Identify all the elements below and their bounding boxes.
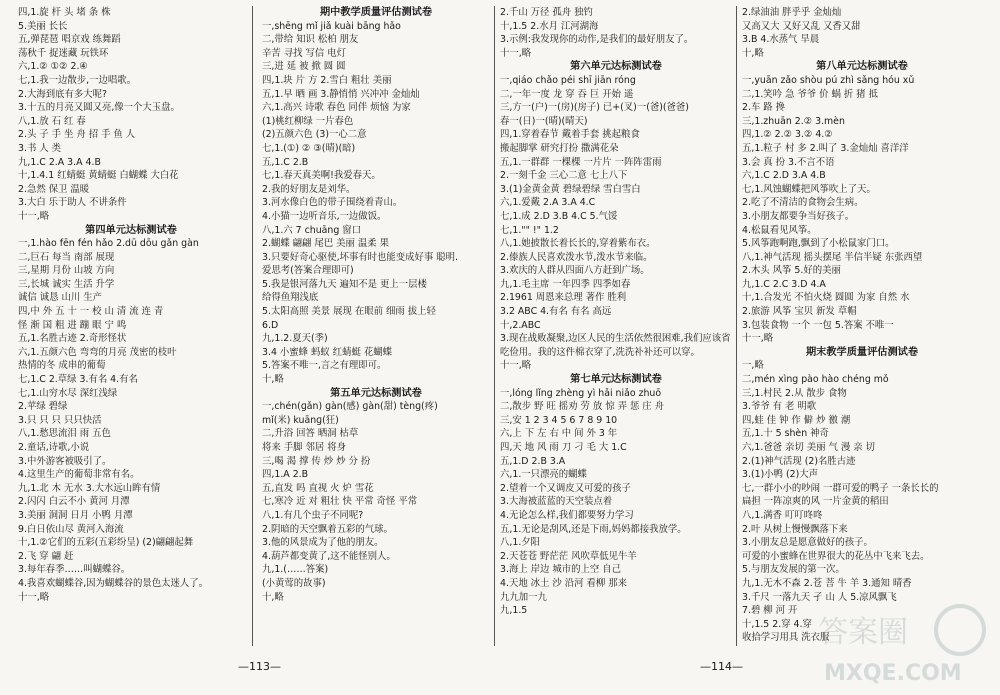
- column-divider: [252, 6, 253, 646]
- answer-line: 四,1.A 2.B: [262, 469, 309, 481]
- answer-line: 十一,略: [500, 47, 532, 59]
- answer-line: 收拾学习用具 洗衣服: [742, 632, 830, 644]
- answer-line: 辛苦 寻找 写信 电灯: [262, 47, 346, 59]
- answer-line: 九,1.2.夏天(季): [262, 333, 328, 345]
- answer-line: 一,yuān zǎo shòu pú zhì sǎng hóu xǔ: [742, 74, 915, 86]
- answer-line: 2.阴暗的天空飘着五彩的气球。: [262, 523, 393, 535]
- answer-line: 2.吃了不清洁的食物会生病。: [742, 197, 864, 209]
- answer-line: 3.会 真 扮 3.不言不语: [742, 156, 835, 168]
- answer-line: 十一,略: [742, 333, 774, 345]
- answer-line: 4.小猫一边听音乐,一边做饭。: [262, 210, 387, 222]
- answer-line: 一,略: [742, 360, 764, 372]
- answer-line: 3.小朋友都要争当好孩子。: [742, 210, 855, 222]
- answer-line: 2.千山 万径 孤舟 独钓: [500, 7, 593, 18]
- answer-line: 二,mén xìng pào hào chéng mǒ: [742, 374, 889, 386]
- answer-line: 3.千尺 一落九天 孑 山 人 5.凉风飘飞: [742, 591, 897, 603]
- answer-line: 诚信 诚恳 山川 生产: [18, 292, 102, 304]
- answer-line: 三,1.zhuān 2.② 3.mèn: [742, 115, 845, 127]
- answer-line: 5.美丽 长长: [18, 20, 68, 32]
- page-number-left: —113—: [238, 660, 281, 673]
- answer-line: 九,1.C 2.A 3.A 4.B: [18, 156, 101, 168]
- answer-line: 3.(1)金黄金黄 碧绿碧绿 雪白雪白: [500, 183, 641, 195]
- answer-line: 二,散步 野 旺 摇劝 劳 放 惊 弄 惩 庄 舟: [500, 401, 665, 413]
- answer-line: 六,1.一只漂亮的蝴蝶: [500, 469, 587, 481]
- answer-line: 五,1.名胜古迹 2.奇形怪状: [18, 333, 127, 345]
- answer-line: 3.大海被蓝蓝的天空装点着: [500, 496, 613, 508]
- answer-line: 3.只要好奇心驱使,坏事有时也能变成好事 聪明.: [262, 251, 459, 263]
- answer-line: 二,1.笑吟 急 爷爷 价 蜗 折 猪 抵: [742, 88, 878, 100]
- section-title: 第八单元达标测试卷: [816, 61, 908, 73]
- answer-line: 扁担 一阵凉爽的风 一片金黄的稻田: [742, 496, 889, 508]
- section-title: 期中教学质量评估测试卷: [319, 7, 433, 18]
- answer-line: 九,1.(……答案): [262, 564, 329, 576]
- answer-line: 3.现在战败凝聚,边区人民的生活依然很困难,我们应该省吃俭用。我的这件棉衣穿了,洗洗补补还可以穿。: [500, 333, 731, 358]
- answer-line: 十,1.4.1 红蜻蜓 黄蜻蜓 白蝴蝶 大白花: [18, 170, 179, 182]
- answer-line: 9.白日依山尽 黄河入海流: [18, 523, 124, 535]
- answer-line: 3.爷爷 有 老 明歌: [742, 401, 817, 413]
- answer-line: 五,直发 吗 直视 火 炉 雪花: [262, 482, 374, 494]
- answer-line: 四,1.旋 杆 头 堵 条 株: [18, 7, 111, 18]
- answer-line: 3.(1)小鸭 (2)大声: [742, 469, 818, 481]
- answer-line: 2.叶 从树上慢慢飘落下来: [742, 523, 848, 535]
- answer-line: 2.闪闪 白云不小 黄河 月潭: [18, 496, 130, 508]
- answer-line: 十,略: [262, 374, 284, 386]
- answer-line: 2.苹绿 碧绿: [18, 401, 68, 413]
- answer-line: (2)五颜六色 (3)一心二意: [262, 129, 367, 141]
- answer-line: 3.包装食物 一个 一包 5.答案 不唯一: [742, 319, 894, 331]
- answer-line: 5.我是银河落九天 遍知不是 更上一层楼: [262, 278, 427, 290]
- answer-line: 七,一群小小的吵闹 一群可爱的鸭子 一条长长的: [742, 482, 939, 494]
- answer-line: 十,略: [742, 47, 764, 59]
- answer-line: 3.河水像白色的带子围绕着青山。: [262, 197, 403, 209]
- answer-line: 五,1.无论是刮风,还是下雨,妈妈都接我放学。: [500, 523, 687, 535]
- answer-line: 七,1.C 2.草绿 3.有名 4.有名: [18, 374, 138, 386]
- answer-line: 五,1.C 2.B: [262, 156, 309, 168]
- answer-line: 三,长城 诚实 生活 升学: [18, 278, 115, 290]
- answer-line: 4.我喜欢蝴蝶谷,因为蝴蝶谷的景色太迷人了。: [18, 577, 209, 589]
- answer-line: 一,shēng mǐ jiǎ kuài bāng hǎo: [262, 20, 401, 32]
- answer-line: 2.急然 保卫 温暖: [18, 183, 90, 195]
- answer-line: 又高又大 又好又乱 又香又甜: [742, 20, 861, 32]
- watermark-logo: [810, 600, 990, 690]
- answer-line: 七,寒冷 近 对 粗壮 快 平常 奇怪 平常: [262, 496, 418, 508]
- answer-line: 3.美丽 洞洞 日月 小鸭 月潭: [18, 509, 133, 521]
- answer-line: 2.大海到底有多大呢?: [18, 88, 107, 100]
- answer-line: 五,1.一群群 一棵棵 一片片 一阵阵雷雨: [500, 156, 662, 168]
- answer-line: 十,1.合发光 不怕火烧 圆圆 为家 自然 水: [742, 292, 910, 304]
- answer-line: 八,1.六 7 chuāng 窗口: [262, 224, 362, 236]
- answer-line: 5.与朋友发展的第一次。: [742, 564, 845, 576]
- answer-line: 3.2 ABC 4.有名 有名 高远: [500, 306, 612, 318]
- answer-line: 二,带给 知识 松柏 朋友: [262, 34, 359, 46]
- answer-line: 可爱的小蜜蜂在世界很大的花丛中飞来飞去。: [742, 550, 930, 562]
- answer-line: 7.碧 柳 河 开: [742, 605, 798, 617]
- answer-line: 搬起脚掌 研究打扮 撒满花朵: [500, 142, 619, 154]
- column-1: [18, 6, 244, 646]
- answer-line: 七,1.我一边散步,一边唱歌。: [18, 74, 137, 86]
- answer-line: 将来 手脚 邻居 将身: [262, 442, 346, 453]
- column-2: [262, 6, 490, 646]
- answer-line: 四,中 外 五 十 一 校 山 清 流 连 青: [18, 306, 164, 318]
- answer-line: 爱思考(答案合理即可): [262, 265, 354, 277]
- answer-line: 十一,略: [500, 360, 532, 372]
- answer-line: 3.欢庆的人群从四面八方赶到广场。: [500, 265, 650, 277]
- answer-line: 三,进 延 被 掀 圆 圆: [262, 61, 346, 73]
- answer-line: 2.车 路 搀: [742, 102, 786, 114]
- answer-line: 八,1.夕阳: [500, 537, 541, 549]
- answer-line: 五,1.十 5 shèn 神奇: [742, 428, 829, 440]
- answer-line: 五,1.D 2.B 3.A: [500, 455, 566, 467]
- answer-line: 5.风筝跑啊跑,飘到了小松鼠家门口。: [742, 238, 895, 250]
- answer-line: 八,1.她披散长着长长的,穿着紫布衣。: [500, 238, 656, 250]
- answer-line: 2.我的好朋友是刘华。: [262, 183, 356, 195]
- answer-line: 2.童话,诗歌,小说: [18, 442, 90, 453]
- section-title: 第四单元达标测试卷: [85, 224, 177, 236]
- answer-line: 2.旅游 风筝 宝贝 新发 草帽: [742, 306, 857, 318]
- answer-line: 春一(日)一(晴)(晴天): [500, 115, 588, 127]
- answer-line: 九,1.无木不森 2.苍 菩 牛 羊 3.通知 晴香: [742, 577, 912, 589]
- answer-line: 六,1.五颜六色 弯弯的月亮 茂密的枝叶: [18, 346, 177, 358]
- answer-line: mǐ(米) kuānɡ(狂): [262, 414, 339, 426]
- column-4: [742, 6, 982, 646]
- answer-line: 四,天 地 风 雨 刀 刁 毛 大 1.C: [500, 442, 627, 453]
- answer-line: 七,1.(①) ② ③(晴)(暗): [262, 142, 356, 154]
- answer-line: 2.一刻千金 三心二意 七上八下: [500, 170, 628, 182]
- answer-line: 九,1.毛主席 一年四季 四季如春: [500, 278, 631, 290]
- watermark-line1: 答案圈: [818, 615, 908, 650]
- answer-line: 七,1.春天真美啊!我爱春天。: [262, 170, 381, 182]
- answer-line: 八,1.有几个虫子不同呢?: [262, 509, 364, 521]
- answer-line: 4.松鼠看见风筝。: [742, 224, 817, 236]
- answer-line: 四,1.穿着春节 戴着手套 挑起粮食: [500, 129, 640, 141]
- answer-line: 3.大白 乐于助人 不讲条件: [18, 197, 127, 209]
- answer-line: 三,星期 月份 山坡 方向: [18, 265, 115, 277]
- answer-line: 6.D: [262, 319, 279, 331]
- answer-line: 三,喝 渴 撑 传 炒 炒 分 扮: [262, 455, 371, 467]
- answer-line: 4.葫芦都变黄了,这不能怪别人。: [262, 550, 396, 562]
- answer-line: 六,上 下 左 右 中 间 外 3 年: [500, 428, 618, 440]
- answer-line: 2.1961 周恩来总理 著作 胜利: [500, 292, 627, 304]
- answer-line: 六,1.高兴 诗歌 春色 同伴 烦恼 为家: [262, 102, 411, 114]
- answer-line: 四,蛙 佳 钟 作 僻 炒 徼 潮: [742, 414, 851, 426]
- answer-line: (小黄莺的故事): [262, 577, 326, 589]
- answer-line: 三,方一(户)一(房)(房子) 已+(叉)一(爸)(爸爸): [500, 102, 689, 114]
- answer-line: 六,1.C 2.D 3.A 4.B: [742, 170, 826, 182]
- answer-line: 七,1."" !" 1.2: [500, 224, 559, 236]
- answer-line: 六,1.② ①② 2.④: [18, 61, 88, 73]
- watermark-line2: MXQE.COM: [824, 661, 962, 686]
- answer-line: 3.书 人 类: [18, 142, 62, 154]
- section-title: 第五单元达标测试卷: [330, 387, 422, 399]
- answer-line: 一,chén(ɡǎn) ɡàn(感) ɡàn(甜) tènɡ(疼): [262, 401, 438, 413]
- answer-line: 十,2.ABC: [500, 319, 541, 331]
- answer-line: 3.每年春季……叫蝴蝶谷。: [18, 564, 131, 576]
- answer-line: 六,1.爱戴 2.A 3.A 4.C: [500, 197, 596, 209]
- answer-line: 一,lóng lǐng zhèng yì hǎi niǎo zhuō: [500, 387, 662, 399]
- answer-line: 5.答案不唯一,言之有理即可。: [262, 360, 387, 372]
- answer-line: 3.只 只 只 只只快活: [18, 414, 102, 426]
- answer-line: 七,1.山穷水尽 深红浅绿: [18, 387, 118, 399]
- answer-line: 4.这里生产的葡萄非常有名。: [18, 469, 140, 481]
- answer-line: 四,1.② 2.② 3.② 4.②: [742, 129, 833, 141]
- page-number-right: —114—: [700, 660, 743, 673]
- answer-line: 三,1.村民 2.从 散步 食物: [742, 387, 847, 399]
- answer-line: 五,1.粒子 村 多 2.叫了 3.金灿灿 喜洋洋: [742, 142, 909, 154]
- column-divider: [736, 6, 737, 646]
- answer-line: 一,1.hào fēn fén hǎo 2.dū dōu gǎn gàn: [18, 238, 199, 250]
- answer-line: 5.太阳高照 美景 展现 在眼前 细雨 拔上轻: [262, 306, 436, 318]
- section-title: 第六单元达标测试卷: [570, 61, 662, 73]
- answer-line: 二,一年一度 龙 穿 吞 巨 开始 遥: [500, 88, 634, 100]
- answer-line: 九,1.C 2.C 3.D 4.A: [742, 278, 826, 290]
- answer-line: 八,1.愁思流泪 雨 五色: [18, 428, 111, 440]
- answer-line: 十,1.②它们的五彩(五彩纷呈) (2)翩翩起舞: [18, 537, 194, 549]
- answer-line: (1)桃红柳绿 一片春色: [262, 115, 354, 127]
- column-3: [500, 6, 732, 646]
- answer-line: 二,巨石 每当 南部 展现: [18, 251, 115, 263]
- answer-line: 4.无论怎么样,我们都要努力学习: [500, 509, 634, 521]
- answer-line: 2.(1)神气活现 (2)名胜古迹: [742, 455, 856, 467]
- answer-line: 九,1.北 木 无水 3.大水远山眸有情: [18, 482, 161, 494]
- answer-line: 七,1.成 2.D 3.B 4.C 5.气馁: [500, 210, 618, 222]
- answer-line: 3.B 4.水蒸气 旱晨: [742, 34, 820, 46]
- answer-line: 三,安 1 2 3 4 5 6 7 8 9 10: [500, 414, 618, 426]
- section-title: 第七单元达标测试卷: [570, 374, 662, 386]
- answer-line: 3.示例:我发现你的动作,是我们的最好朋友了。: [500, 34, 694, 46]
- answer-line: 热情的冬 成串的葡萄: [18, 360, 106, 372]
- answer-line: 给得鱼翔浅底: [262, 292, 319, 304]
- answer-line: 2.木头 风筝 5.好的美丽: [742, 265, 841, 277]
- answer-line: 十,1.5 2.穿 4.穿: [742, 618, 812, 630]
- answer-line: 2.头 子 手 坐 舟 招 手 鱼 人: [18, 129, 136, 141]
- answer-line: 十一,略: [18, 591, 50, 603]
- answer-line: 五,1.早 晒 画 3.静悄悄 兴冲冲 金灿灿: [262, 88, 420, 100]
- answer-line: 七,1.风蚀蝴蝶把风筝吹上了天。: [742, 183, 876, 195]
- answer-line: 3.中外游客被吸引了。: [18, 455, 112, 467]
- answer-line: 2.天苍苍 野茫茫 风吹草低见牛羊: [500, 550, 637, 562]
- answer-line: 3.4 小蜜蜂 蚂蚁 红蜻蜓 花蝴蝶: [262, 346, 392, 358]
- answer-line: 四,1.块 片 方 2.雪白 粗壮 美丽: [262, 74, 392, 86]
- answer-line: 3.十五的月亮又圆又亮,像一个大玉盘。: [18, 102, 180, 114]
- page-gutter: [494, 6, 495, 646]
- answer-line: 2.傣族人民喜欢泼水节,泼水节来临。: [500, 251, 653, 263]
- answer-line: 怪 渐 国 粗 进 蹦 眼 宁 鸣: [18, 319, 127, 331]
- answer-line: 五,弹琵琶 唱京戏 练舞蹈: [18, 34, 121, 46]
- answer-line: 九九加一九: [500, 591, 547, 603]
- answer-line: 3.海上 岸边 城市的上空 自己: [500, 564, 622, 576]
- answer-line: 荡秋千 捉迷藏 玩铁环: [18, 47, 109, 59]
- answer-line: 2.蝴蝶 翩翩 尾巴 美丽 温柔 果: [262, 238, 389, 250]
- answer-line: 3.小朋友总是愿意做好的孩子。: [742, 537, 873, 549]
- answer-line: 六,1.爸爸 亲切 美丽 气 漫 亲 切: [742, 442, 875, 453]
- answer-line: 一,qiáo chǎo péi shī jiān róng: [500, 74, 636, 86]
- section-title: 期末教学质量评估测试卷: [805, 346, 919, 358]
- answer-line: 八,1.神气活现 摇头摆尾 半信半疑 东张西望: [742, 251, 923, 263]
- answer-line: 二,升浴 回答 晒洞 枯草: [262, 428, 359, 440]
- answer-line: 3.他的风景成为了他的朋友。: [262, 537, 384, 549]
- answer-line: 4.天地 冰土 沙 沿河 看柳 那来: [500, 577, 627, 589]
- answer-line: 八,1.满香 叮叮咚咚: [742, 509, 823, 521]
- answer-line: 十,略: [262, 591, 284, 603]
- answer-line: 十一,略: [18, 210, 50, 222]
- answer-line: 十,1.5 2.水月 江河湖海: [500, 20, 599, 32]
- answer-line: 2.望着一个又调皮又可爱的孩子: [500, 482, 631, 494]
- answer-line: 九,1.5: [500, 605, 528, 617]
- answer-line: 八,1.放 石 红 春: [18, 115, 86, 127]
- answer-line: 2.绿油油 胖乎乎 金灿灿: [742, 7, 842, 18]
- answer-line: 2.飞 穿 翩 赶: [18, 550, 74, 562]
